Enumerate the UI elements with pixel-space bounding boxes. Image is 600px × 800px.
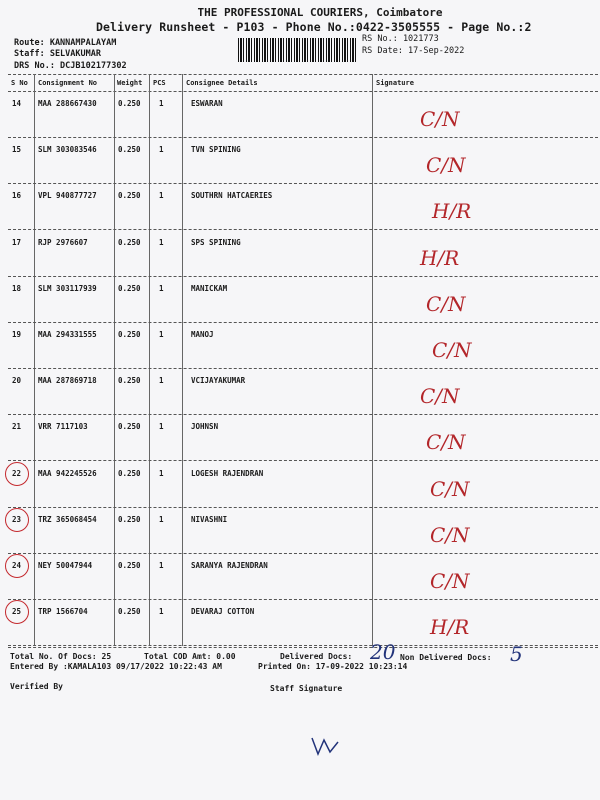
verified-by-label: Verified By: [10, 682, 63, 691]
row-signature-handwritten: C/N: [426, 430, 466, 455]
row-sno: 16: [12, 191, 22, 201]
row-consignee: MANOJ: [191, 330, 214, 339]
table-header-line: [8, 91, 598, 92]
row-consignment-no: SLM 303117939: [38, 283, 97, 293]
col-header-consignment: Consignment No: [38, 79, 98, 87]
row-sno: 25: [12, 607, 22, 617]
runsheet-title: Delivery Runsheet - P103 - Phone No.:0422-3505555 - Page No.:2: [96, 20, 532, 34]
row-signature-handwritten: C/N: [420, 107, 460, 131]
col-header-pcs: PCS: [153, 79, 166, 87]
col-header-weight: Weight: [117, 79, 143, 87]
row-consignee: SARANYA RAJENDRAN: [191, 561, 268, 570]
row-consignee: SPS SPINING: [191, 237, 241, 247]
row-circle-mark: [5, 554, 29, 578]
row-consignee: VCIJAYAKUMAR: [191, 376, 246, 386]
row-signature-handwritten: C/N: [432, 338, 472, 362]
row-weight: 0.250: [118, 561, 141, 570]
row-weight: 0.250: [118, 330, 141, 339]
row-pcs: 1: [159, 422, 164, 432]
row-consignee: ESWARAN: [191, 99, 223, 108]
col-divider: [149, 74, 150, 646]
entered-by: Entered By :KAMALA103 09/17/2022 10:22:43 AM: [10, 662, 222, 671]
row-sno: 23: [12, 514, 22, 524]
row-sno: 22: [12, 468, 22, 478]
row-weight: 0.250: [118, 607, 141, 617]
row-consignment-no: RJP 2976607: [38, 237, 88, 247]
row-pcs: 1: [159, 561, 164, 570]
row-signature-handwritten: H/R: [430, 615, 470, 640]
row-weight: 0.250: [118, 145, 141, 155]
row-weight: 0.250: [118, 376, 141, 386]
non-delivered-docs-handwritten: 5: [510, 642, 523, 666]
staff-label: Staff: SELVAKUMAR: [14, 49, 101, 59]
col-divider: [34, 74, 35, 646]
row-sno: 19: [12, 330, 22, 339]
col-header-sno: S No: [11, 79, 28, 87]
row-sno: 18: [12, 283, 22, 293]
row-sno: 14: [12, 99, 22, 108]
rs-number: RS No.: 1021773: [362, 34, 439, 44]
row-separator: [8, 229, 598, 230]
row-consignee: LOGESH RAJENDRAN: [191, 468, 264, 478]
row-consignment-no: VRR 7117103: [38, 422, 88, 432]
col-divider: [182, 74, 183, 646]
row-signature-handwritten: H/R: [432, 199, 472, 224]
row-pcs: 1: [159, 376, 164, 386]
row-weight: 0.250: [118, 99, 141, 108]
table-top-line: [8, 74, 598, 75]
row-separator: [8, 553, 598, 554]
row-consignee: JOHNSN: [191, 422, 219, 432]
row-pcs: 1: [159, 514, 164, 524]
row-separator: [8, 414, 598, 415]
row-consignee: TVN SPINING: [191, 145, 241, 155]
row-separator: [8, 368, 598, 369]
row-sno: 21: [12, 422, 22, 432]
route-label: Route: KANNAMPALAYAM: [14, 38, 117, 48]
row-pcs: 1: [159, 145, 164, 155]
row-circle-mark: [5, 462, 29, 486]
row-consignee: NIVASHNI: [191, 514, 228, 524]
row-separator: [8, 507, 598, 508]
row-consignment-no: MAA 287869718: [38, 376, 97, 386]
row-signature-handwritten: C/N: [430, 522, 470, 547]
row-consignment-no: NEY 50047944: [38, 561, 93, 570]
total-cod: Total COD Amt: 0.00: [144, 652, 236, 661]
col-divider: [114, 74, 115, 646]
row-sno: 24: [12, 561, 22, 570]
row-sno: 15: [12, 145, 22, 155]
total-docs: Total No. Of Docs: 25: [10, 652, 112, 661]
row-separator: [8, 137, 598, 138]
barcode: [238, 38, 356, 62]
row-weight: 0.250: [118, 468, 141, 478]
row-consignment-no: TRP 1566704: [38, 607, 88, 617]
row-circle-mark: [5, 508, 29, 532]
row-weight: 0.250: [118, 422, 141, 432]
row-pcs: 1: [159, 191, 164, 201]
row-sno: 20: [12, 376, 22, 386]
rs-date: RS Date: 17-Sep-2022: [362, 46, 465, 56]
row-pcs: 1: [159, 468, 164, 478]
row-consignment-no: MAA 942245526: [38, 468, 97, 478]
company-title: THE PROFESSIONAL COURIERS, Coimbatore: [197, 6, 443, 19]
delivered-docs-handwritten: 20: [370, 640, 396, 664]
row-signature-handwritten: C/N: [420, 384, 460, 409]
row-signature-handwritten: C/N: [430, 569, 470, 593]
row-separator: [8, 460, 598, 461]
row-consignment-no: VPL 940877727: [38, 191, 97, 201]
row-weight: 0.250: [118, 237, 141, 247]
drs-label: DRS No.: DCJB102177302: [14, 61, 127, 71]
row-consignment-no: TRZ 365068454: [38, 514, 97, 524]
row-weight: 0.250: [118, 514, 141, 524]
row-pcs: 1: [159, 283, 164, 293]
staff-signature-scribble: [308, 732, 348, 760]
row-sno: 17: [12, 237, 22, 247]
staff-signature-label: Staff Signature: [270, 684, 343, 693]
col-header-consignee: Consignee Details: [186, 79, 258, 87]
row-consignee: DEVARAJ COTTON: [191, 607, 255, 617]
row-signature-handwritten: C/N: [426, 153, 466, 178]
row-consignee: SOUTHRN HATCAERIES: [191, 191, 273, 201]
row-separator: [8, 276, 598, 277]
row-signature-handwritten: C/N: [426, 291, 466, 316]
non-delivered-docs-label: Non Delivered Docs:: [400, 653, 492, 662]
row-weight: 0.250: [118, 283, 141, 293]
delivered-docs-label: Delivered Docs:: [280, 652, 353, 661]
row-separator: [8, 599, 598, 600]
row-pcs: 1: [159, 237, 164, 247]
row-separator: [8, 183, 598, 184]
row-consignment-no: SLM 303083546: [38, 145, 97, 155]
row-consignment-no: MAA 294331555: [38, 330, 97, 339]
row-weight: 0.250: [118, 191, 141, 201]
row-signature-handwritten: C/N: [430, 476, 470, 501]
row-signature-handwritten: H/R: [420, 245, 460, 270]
row-pcs: 1: [159, 99, 164, 108]
row-separator: [8, 322, 598, 323]
row-consignment-no: MAA 288667430: [38, 99, 97, 108]
col-divider: [372, 74, 373, 646]
row-pcs: 1: [159, 607, 164, 617]
row-pcs: 1: [159, 330, 164, 339]
printed-on: Printed On: 17-09-2022 10:23:14: [258, 662, 408, 671]
col-header-signature: Signature: [376, 79, 414, 87]
row-consignee: MANICKAM: [191, 283, 228, 293]
row-circle-mark: [5, 600, 29, 624]
